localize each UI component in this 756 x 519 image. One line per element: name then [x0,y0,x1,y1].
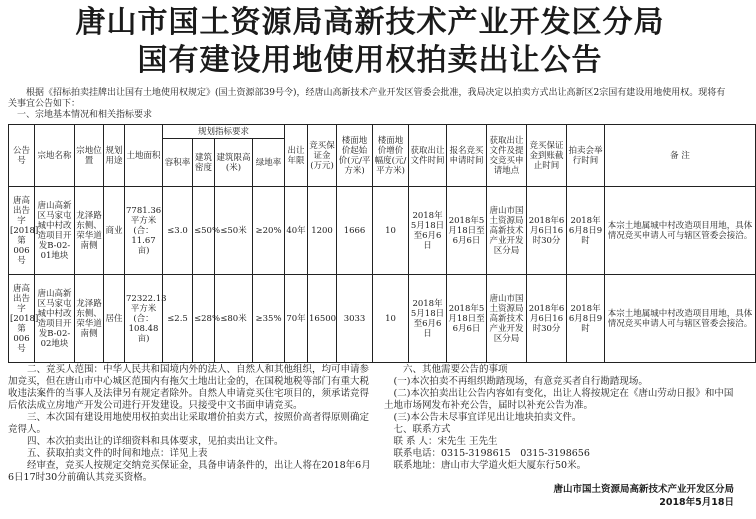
cell-planned-use: 居住 [104,275,125,363]
cell-start-price: 3033 [337,275,373,363]
cell-doc-time: 2018年5月18日至6月6日 [409,275,447,363]
cell-plot-ratio: ≤2.5 [163,275,193,363]
section6-item3: (三)本公告未尽事宜详见出让地块拍卖文件。 [393,412,582,423]
cell-building-density: ≤50% [193,187,215,275]
cell-notice-no: 唐高出告字[2018]第006号 [9,275,35,363]
cell-area: 7781.36平方米(合：11.67亩) [125,187,163,275]
right-column [384,364,734,472]
cell-area: 72322.13平方米(合：108.48亩) [125,275,163,363]
header-notice-no: 公告号 [9,125,35,187]
header-area: 土地面积 [125,125,163,187]
header-deposit-deadline: 竞买保证金到账截止时间 [527,125,567,187]
section2-bidder-scope: 二、竞买人范围：中华人民共和国境内外的法人、自然人和其他组织，均可申请参加竞买，但在唐山市中心城区范围内有拖欠土地出让金的，在国税地税等部门有重大税收违法案件的当事人及法律另有规定者除外。自然人申请竞买住宅项目的，须承诺竞得后依法成立房地产开发公司进行开发建设。只接受中文书面申请竞买。 [8,364,370,411]
cell-height-limit: ≤50米 [215,187,253,275]
cell-remarks: 本宗土地属城中村改造项目用地，具体情况竞买申请人可与辖区管委会接洽。 [605,275,756,363]
cell-apply-time: 2018年5月18日至6月6日 [447,187,487,275]
cell-green-ratio: ≥35% [253,275,285,363]
header-deposit: 竞买保证金(万元) [308,125,337,187]
header-auction-time: 拍卖会举行时间 [567,125,605,187]
cell-auction-time: 2018年6月8日9时 [567,275,605,363]
cell-parcel-name: 唐山高新区马家屯城中村改造项目开发B-02-02地块 [35,275,75,363]
cell-doc-place: 唐山市国土资源局高新技术产业开发区分局 [487,187,527,275]
section6-item2: (二)本次拍卖出让公告内容如有变化，出让人将按规定在《唐山劳动日报》和中国土地市场网发布补充公告，届时以补充公告为准。 [384,388,734,411]
signature-block [470,483,734,509]
header-doc-place: 获取出让文件及提交竞买申请地点 [487,125,527,187]
cell-plot-ratio: ≤3.0 [163,187,193,275]
header-start-price: 楼面地价起始价(元/平方米) [337,125,373,187]
cell-deposit: 16500 [308,275,337,363]
cell-height-limit: ≤80米 [215,275,253,363]
contact-phone: 联系电话：0315-3198615 0315-3198656 [393,448,590,459]
cell-location: 龙泽路东侧、荣华道南侧 [75,187,104,275]
header-apply-time: 报名竞买申请时间 [447,125,487,187]
cell-deposit-deadline: 2018年6月6日16时30分 [527,187,567,275]
cell-building-density: ≤28% [193,275,215,363]
cell-start-price: 1666 [337,187,373,275]
cell-planned-use: 商业 [104,187,125,275]
cell-green-ratio: ≥20% [253,187,285,275]
cell-increment: 10 [373,275,409,363]
notice-title-line2: 国有建设用地使用权拍卖出让公告 [137,43,603,78]
issuing-organization: 唐山市国土资源局高新技术产业开发区分局 [553,484,734,495]
section4-details: 四、本次拍卖出让的详细资料和具体要求，见拍卖出让文件。 [27,436,284,447]
header-planning-indicators: 规划指标要求 [163,125,285,139]
section6-item1: (一)本次拍卖不再组织勘踏现场，有意竞买者自行勘踏现场。 [393,376,648,387]
header-location: 宗地位置 [75,125,104,187]
header-parcel-name: 宗地名称 [35,125,75,187]
cell-increment: 10 [373,187,409,275]
intro-section [8,88,732,121]
header-increment: 楼面地价增价幅度(元/平方米) [373,125,409,187]
notice-title-line1: 唐山市国土资源局高新技术产业开发区分局 [75,5,665,40]
cell-apply-time: 2018年5月18日至6月6日 [447,275,487,363]
header-building-density: 建筑密度 [193,139,215,187]
cell-term: 70年 [285,275,308,363]
section1-heading: 一、宗地基本情况和相关指标要求 [17,110,153,120]
cell-deposit-deadline: 2018年6月6日16时30分 [527,275,567,363]
cell-doc-place: 唐山市国土资源局高新技术产业开发区分局 [487,275,527,363]
cell-parcel-name: 唐山高新区马家屯城中村改造项目开发B-02-01地块 [35,187,75,275]
contact-address: 联系地址：唐山市大学道火炬大厦东行50米。 [393,460,587,471]
section5-qualification: 经审查，竞买人按规定交纳竞买保证金，具备申请条件的，出让人将在2018年6月6日17时30分前确认其竞买资格。 [8,460,371,483]
left-column [8,364,372,484]
contact-person: 联 系 人：宋先生 王先生 [393,436,498,447]
header-height-limit: 建筑限高(米) [215,139,253,187]
cell-location: 龙泽路东侧、荣华道南侧 [75,275,104,363]
section6-heading: 六、其他需要公告的事项 [403,364,508,375]
table-row [9,275,756,363]
cell-deposit: 1200 [308,187,337,275]
section7-heading: 七、联系方式 [393,424,451,435]
issue-date: 2018年5月18日 [659,497,734,508]
header-doc-time: 获取出让文件时间 [409,125,447,187]
header-green-ratio: 绿地率 [253,139,285,187]
header-remarks: 备 注 [605,125,756,187]
table-row [9,187,756,275]
parcel-table [8,124,756,363]
cell-term: 40年 [285,187,308,275]
section5-doc-time: 五、获取拍卖文件的时间和地点：详见上表 [27,448,208,459]
header-plot-ratio: 容积率 [163,139,193,187]
section3-auction-method: 三、本次国有建设用地使用权拍卖出让采取增价拍卖方式，按照价高者得原则确定竞得人。 [8,412,370,435]
cell-notice-no: 唐高出告字[2018]第006号 [9,187,35,275]
cell-auction-time: 2018年6月8日9时 [567,187,605,275]
intro-paragraph: 根据《招标拍卖挂牌出让国有土地使用权规定》(国土资源部39号令)，经唐山高新技术产业开发区管委会批准，我局决定以拍卖方式出让高新区2宗国有建设用地使用权。现将有关事宜公告如下： [8,88,726,109]
header-planned-use: 规划用途 [104,125,125,187]
cell-remarks: 本宗土地属城中村改造项目用地，具体情况竞买申请人可与辖区管委会接洽。 [605,187,756,275]
cell-doc-time: 2018年5月18日至6月6日 [409,187,447,275]
header-term: 出让年限 [285,125,308,187]
